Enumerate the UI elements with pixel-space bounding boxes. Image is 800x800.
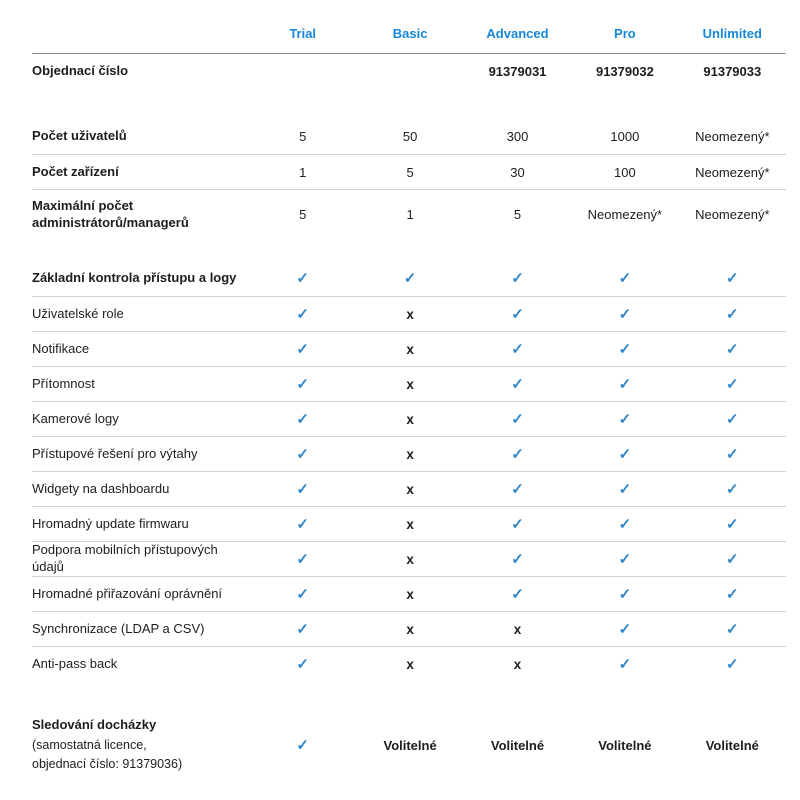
table-cell — [356, 657, 463, 672]
row-label — [32, 376, 249, 393]
table-cell — [249, 738, 356, 753]
table-cell — [249, 342, 356, 357]
cell-value: 5 — [299, 129, 307, 144]
table-row-pocet-uzivatelu — [32, 119, 786, 154]
table-cell — [679, 377, 786, 392]
table-cell — [249, 622, 356, 637]
row-label-text: Widgety na dashboardu — [32, 480, 170, 496]
row-label — [32, 63, 249, 80]
column-header-unlimited: Unlimited — [702, 26, 762, 41]
table-cell — [571, 271, 678, 286]
table-cell — [249, 271, 356, 286]
check-icon: ✓ — [511, 445, 524, 463]
row-label — [32, 621, 249, 638]
table-cell — [249, 129, 356, 144]
table-cell — [571, 207, 678, 222]
table-cell — [679, 657, 786, 672]
check-icon: ✓ — [511, 515, 524, 533]
table-row-podpora-mobilnich-pristupovych-udaju — [32, 541, 786, 576]
cell-value: 91379033 — [703, 64, 762, 79]
table-row-notifikace — [32, 331, 786, 366]
cell-value: Volitelné — [705, 737, 759, 753]
table-cell — [249, 207, 356, 222]
check-icon: ✓ — [618, 550, 632, 568]
cell-value: Neomezený* — [695, 129, 770, 144]
table-cell — [679, 207, 786, 222]
cross-icon: x — [406, 516, 414, 532]
check-icon: ✓ — [726, 340, 739, 358]
table-cell — [464, 271, 571, 286]
check-icon: ✓ — [511, 270, 524, 287]
cell-value: 5 — [406, 164, 414, 180]
column-header-advanced: Advanced — [486, 26, 549, 41]
table-cell — [464, 129, 571, 144]
check-icon: ✓ — [726, 550, 739, 568]
check-icon: ✓ — [618, 270, 632, 287]
check-icon: ✓ — [511, 305, 524, 323]
row-label — [32, 341, 249, 358]
table-cell — [571, 447, 678, 462]
cell-value: 91379031 — [488, 64, 547, 79]
cell-value: 30 — [510, 164, 525, 180]
table-cell — [571, 342, 678, 357]
row-label-text: Uživatelské role — [32, 305, 124, 321]
table-cell — [571, 377, 678, 392]
check-icon: ✓ — [618, 515, 632, 533]
cell-value: 5 — [299, 207, 307, 222]
cell-value: 91379032 — [595, 64, 654, 79]
table-row-objednaci-cislo — [32, 54, 786, 89]
table-cell — [249, 447, 356, 462]
table-cell — [571, 587, 678, 602]
table-cell — [571, 307, 678, 322]
table-body — [32, 54, 786, 779]
check-icon: ✓ — [511, 550, 524, 568]
table-cell — [464, 207, 571, 222]
check-icon: ✓ — [296, 515, 309, 533]
cell-value: 1 — [299, 164, 307, 180]
table-cell — [356, 207, 463, 222]
row-label — [32, 446, 249, 463]
row-label — [32, 411, 249, 428]
check-icon: ✓ — [618, 655, 632, 673]
table-cell — [356, 447, 463, 462]
check-icon: ✓ — [296, 736, 309, 754]
table-cell — [249, 412, 356, 427]
cell-value: Neomezený* — [587, 207, 663, 222]
table-cell — [464, 412, 571, 427]
table-cell — [249, 587, 356, 602]
row-label-text: Sledování docházky — [32, 716, 157, 732]
table-cell — [679, 412, 786, 427]
row-label-text: Hromadný update firmwaru — [32, 515, 189, 531]
row-sublabel-line: (samostatná licence, — [32, 737, 147, 752]
table-cell — [679, 587, 786, 602]
check-icon: ✓ — [511, 585, 524, 603]
table-cell — [356, 129, 463, 144]
table-cell — [464, 377, 571, 392]
row-label — [32, 306, 249, 323]
check-icon: ✓ — [726, 305, 739, 323]
row-label-text: Počet zařízení — [32, 163, 119, 179]
table-cell — [356, 587, 463, 602]
row-label — [32, 270, 249, 287]
check-icon: ✓ — [296, 655, 309, 673]
cell-value: 300 — [506, 129, 529, 144]
cross-icon: x — [406, 306, 414, 322]
table-cell — [571, 552, 678, 567]
table-cell — [679, 342, 786, 357]
cell-value: Neomezený* — [695, 207, 770, 222]
table-cell — [356, 622, 463, 637]
row-label — [32, 198, 249, 232]
table-cell — [679, 552, 786, 567]
check-icon: ✓ — [618, 480, 632, 498]
row-label — [32, 586, 249, 603]
table-row-hromadny-update-firmwaru — [32, 506, 786, 541]
cell-value: Volitelné — [598, 737, 652, 753]
table-cell — [356, 271, 463, 286]
cell-value: 50 — [402, 129, 418, 144]
table-cell — [464, 307, 571, 322]
check-icon: ✓ — [618, 445, 632, 463]
table-cell — [249, 165, 356, 180]
section-features — [32, 261, 786, 681]
check-icon: ✓ — [618, 585, 632, 603]
table-row-hromadne-prirazovani-opravneni — [32, 576, 786, 611]
table-cell — [679, 622, 786, 637]
table-cell — [464, 447, 571, 462]
row-label — [32, 481, 249, 498]
table-cell — [571, 517, 678, 532]
cross-icon: x — [406, 411, 414, 427]
table-row-widgety-na-dashboardu — [32, 471, 786, 506]
table-cell — [571, 657, 678, 672]
check-icon: ✓ — [726, 270, 739, 287]
cross-icon: x — [406, 376, 414, 392]
table-cell — [356, 552, 463, 567]
table-cell — [679, 165, 786, 180]
table-cell — [679, 271, 786, 286]
column-header-basic: Basic — [392, 26, 428, 41]
check-icon: ✓ — [296, 445, 309, 463]
cross-icon: x — [513, 656, 522, 672]
row-label — [32, 717, 249, 774]
table-cell — [679, 64, 786, 79]
table-cell — [571, 64, 678, 79]
table-row-anti-pass-back — [32, 646, 786, 681]
table-row-pritomnost — [32, 366, 786, 401]
cell-value: Volitelné — [383, 737, 437, 753]
check-icon: ✓ — [618, 305, 632, 323]
check-icon: ✓ — [726, 480, 739, 498]
table-row-pocet-zarizeni — [32, 154, 786, 189]
row-label-text: Přítomnost — [32, 375, 95, 391]
table-cell — [464, 64, 571, 79]
table-cell — [679, 517, 786, 532]
check-icon: ✓ — [726, 375, 739, 393]
check-icon: ✓ — [618, 375, 632, 393]
table-cell — [571, 129, 678, 144]
check-icon: ✓ — [618, 410, 632, 428]
table-cell — [356, 412, 463, 427]
cell-value: 1 — [406, 207, 414, 222]
table-cell — [249, 377, 356, 392]
check-icon: ✓ — [511, 480, 524, 498]
table-cell — [571, 412, 678, 427]
table-cell — [679, 447, 786, 462]
table-cell — [464, 342, 571, 357]
check-icon: ✓ — [618, 340, 632, 358]
check-icon: ✓ — [296, 340, 309, 358]
table-cell — [464, 587, 571, 602]
check-icon: ✓ — [296, 375, 309, 393]
table-cell — [249, 517, 356, 532]
table-cell — [464, 738, 571, 753]
row-label-text: Počet uživatelů — [32, 128, 127, 144]
check-icon: ✓ — [726, 585, 739, 603]
table-cell — [679, 307, 786, 322]
section-limits — [32, 119, 786, 239]
table-cell — [356, 738, 463, 753]
cell-value: Neomezený* — [695, 164, 770, 180]
table-cell — [249, 307, 356, 322]
row-label-text: Kamerové logy — [32, 410, 119, 426]
table-cell — [679, 129, 786, 144]
row-label-text: Základní kontrola přístupu a logy — [32, 270, 237, 286]
row-label — [32, 516, 249, 533]
row-label-text: Maximální počet administrátorů/managerů — [32, 197, 189, 230]
table-cell — [571, 165, 678, 180]
row-label-text: Synchronizace (LDAP a CSV) — [32, 620, 205, 636]
table-row-kamerove-logy — [32, 401, 786, 436]
table-cell — [249, 657, 356, 672]
table-cell — [356, 517, 463, 532]
table-row-synchronizace-ldap-a-csv — [32, 611, 786, 646]
table-cell — [464, 657, 571, 672]
check-icon: ✓ — [726, 410, 739, 428]
section-ordering — [32, 54, 786, 89]
cross-icon: x — [406, 621, 414, 637]
check-icon: ✓ — [296, 410, 309, 428]
cross-icon: x — [406, 341, 414, 357]
table-header-row — [32, 26, 786, 54]
row-label-text: Přístupové řešení pro výtahy — [32, 445, 198, 461]
row-label — [32, 656, 249, 673]
row-label-text: Podpora mobilních přístupových údajů — [32, 542, 218, 574]
row-label — [32, 128, 249, 145]
section-attendance — [32, 711, 786, 779]
cross-icon: x — [406, 586, 414, 602]
check-icon: ✓ — [618, 620, 632, 638]
cross-icon: x — [406, 446, 414, 462]
check-icon: ✓ — [511, 375, 524, 393]
table-row-uzivatelske-role — [32, 296, 786, 331]
cell-value: 100 — [614, 164, 636, 180]
check-icon: ✓ — [296, 620, 309, 638]
table-cell — [464, 622, 571, 637]
row-label-text: Notifikace — [32, 340, 90, 356]
table-cell — [571, 622, 678, 637]
table-row-maximalni-pocet-administratoru-manageru — [32, 189, 786, 239]
table-cell — [679, 738, 786, 753]
row-label-text: Hromadné přiřazování oprávnění — [32, 585, 223, 601]
table-cell — [464, 517, 571, 532]
table-cell — [356, 307, 463, 322]
check-icon: ✓ — [296, 550, 309, 568]
table-cell — [464, 482, 571, 497]
check-icon: ✓ — [726, 515, 739, 533]
table-cell — [356, 165, 463, 180]
table-row-sledovani-dochazky — [32, 711, 786, 779]
check-icon: ✓ — [296, 305, 309, 323]
row-label — [32, 542, 249, 576]
check-icon: ✓ — [296, 270, 309, 287]
table-cell — [249, 552, 356, 567]
table-cell — [464, 552, 571, 567]
table-cell — [571, 482, 678, 497]
row-sublabel-line: objednací číslo: 91379036) — [32, 757, 183, 772]
check-icon: ✓ — [296, 480, 309, 498]
check-icon: ✓ — [403, 270, 417, 287]
row-label-text: Objednací číslo — [32, 63, 129, 79]
row-label — [32, 164, 249, 181]
table-cell — [571, 738, 678, 753]
check-icon: ✓ — [726, 445, 739, 463]
check-icon: ✓ — [296, 585, 309, 603]
cell-value: 1000 — [610, 129, 640, 144]
check-icon: ✓ — [511, 340, 524, 358]
cross-icon: x — [406, 551, 414, 567]
table-cell — [464, 165, 571, 180]
cell-value: Volitelné — [490, 737, 545, 753]
table-cell — [356, 377, 463, 392]
column-header-trial: Trial — [289, 26, 317, 41]
table-cell — [356, 482, 463, 497]
cross-icon: x — [513, 621, 522, 637]
row-label-text: Anti-pass back — [32, 655, 118, 671]
column-header-pro: Pro — [614, 26, 636, 41]
check-icon: ✓ — [726, 620, 739, 638]
table-cell — [356, 342, 463, 357]
check-icon: ✓ — [726, 655, 739, 673]
check-icon: ✓ — [511, 410, 524, 428]
table-cell — [679, 482, 786, 497]
cell-value: 5 — [513, 207, 522, 222]
cross-icon: x — [406, 656, 414, 672]
table-row-pristupove-reseni-pro-vytahy — [32, 436, 786, 471]
table-row-zakladni-kontrola-pristupu-a-logy — [32, 261, 786, 296]
cross-icon: x — [406, 481, 414, 497]
table-cell — [249, 482, 356, 497]
